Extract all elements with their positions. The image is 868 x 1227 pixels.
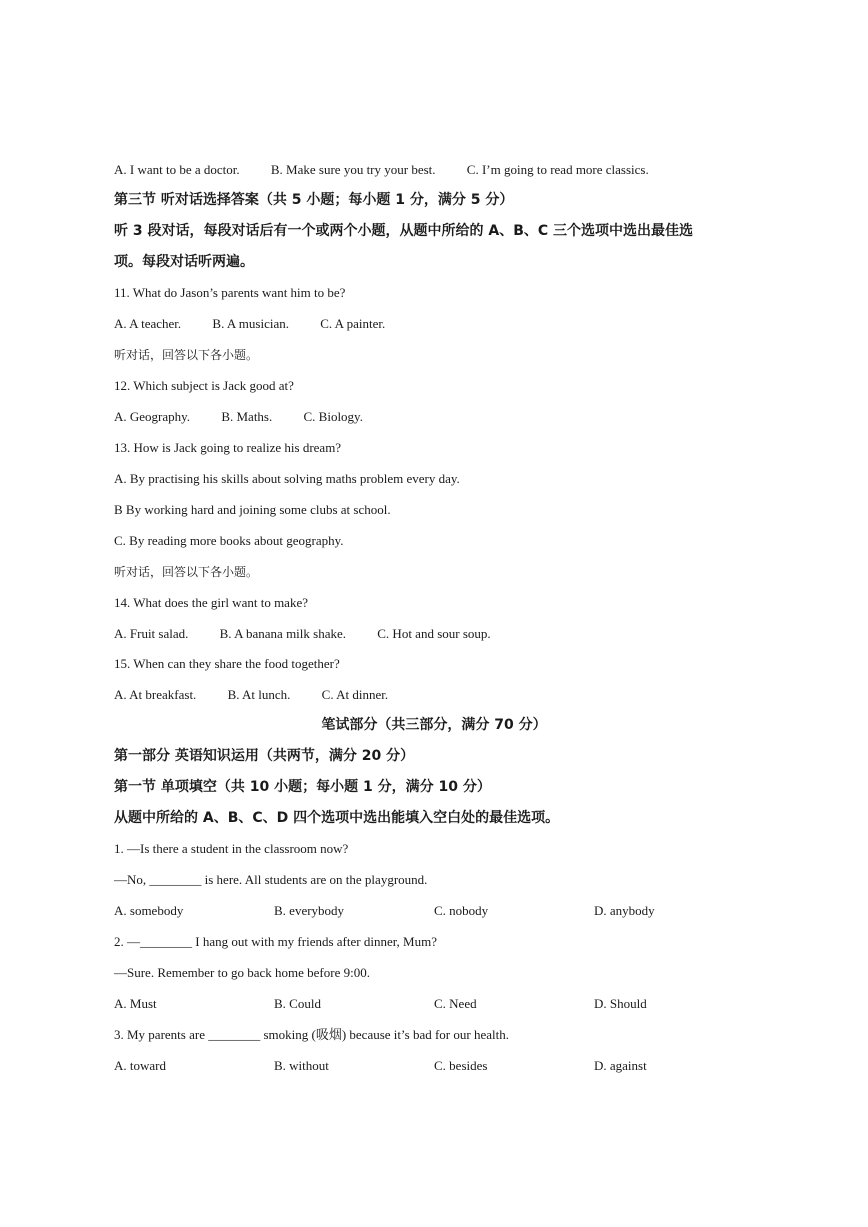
w1-options xyxy=(114,902,754,920)
w3-option-b: B. without xyxy=(274,1058,329,1073)
q10-option-a: A. I want to be a doctor. xyxy=(114,162,240,177)
section1-heading: 第一节 单项填空（共 10 小题；每小题 1 分，满分 10 分） xyxy=(114,779,491,795)
q10-options xyxy=(114,161,677,179)
section1-instruction: 从题中所给的 A、B、C、D 四个选项中选出能填入空白处的最佳选项。 xyxy=(114,810,560,826)
q12-option-a: A. Geography. xyxy=(114,409,191,424)
listen-note-2: 听对话，回答以下各小题。 xyxy=(114,565,259,579)
q15-option-a: A. At breakfast. xyxy=(114,687,197,702)
w1-line2: —No, ________ is here. All students are on the playground. xyxy=(114,872,428,887)
w3-option-a: A. toward xyxy=(114,1058,166,1073)
w1-option-a: A. somebody xyxy=(114,903,184,918)
q11-options xyxy=(114,315,413,333)
q13-option-a: A. By practising his skills about solving maths problem every day. xyxy=(114,471,460,486)
q12-option-b: B. Maths. xyxy=(221,409,273,424)
w3-line1: 3. My parents are ________ smoking (吸烟) because it’s bad for our health. xyxy=(114,1027,509,1042)
q13-option-c: C. By reading more books about geography. xyxy=(114,533,344,548)
q15-question: 15. When can they share the food together? xyxy=(114,656,340,671)
q14-options xyxy=(114,625,519,643)
section3-instruction-1: 听 3 段对话，每段对话后有一个或两个小题，从题中所给的 A、B、C 三个选项中选出最佳选 xyxy=(114,223,694,239)
q11-question: 11. What do Jason’s parents want him to be? xyxy=(114,285,346,300)
q12-question: 12. Which subject is Jack good at? xyxy=(114,378,294,393)
q15-option-c: C. At dinner. xyxy=(321,687,389,702)
section3-heading: 第三节 听对话选择答案（共 5 小题；每小题 1 分，满分 5 分） xyxy=(114,192,514,208)
q11-option-b: B. A musician. xyxy=(212,316,289,331)
q12-option-c: C. Biology. xyxy=(303,409,363,424)
w2-line2: —Sure. Remember to go back home before 9:00. xyxy=(114,965,370,980)
q14-option-b: B. A banana milk shake. xyxy=(219,626,347,641)
q14-option-c: C. Hot and sour soup. xyxy=(377,626,491,641)
q11-option-c: C. A painter. xyxy=(320,316,386,331)
q13-option-b: B By working hard and joining some clubs at school. xyxy=(114,502,391,517)
w2-option-a: A. Must xyxy=(114,996,157,1011)
q15-option-b: B. At lunch. xyxy=(227,687,291,702)
w2-option-c: C. Need xyxy=(434,996,477,1011)
q12-options xyxy=(114,408,391,426)
q10-option-c: C. I’m going to read more classics. xyxy=(466,162,649,177)
w2-option-b: B. Could xyxy=(274,996,321,1011)
written-title: 笔试部分（共三部分，满分 70 分） xyxy=(321,717,547,733)
w3-option-d: D. against xyxy=(594,1058,647,1073)
w2-option-d: D. Should xyxy=(594,996,647,1011)
w1-option-c: C. nobody xyxy=(434,903,489,918)
w3-option-c: C. besides xyxy=(434,1058,488,1073)
w3-options xyxy=(114,1057,754,1075)
w2-line1: 2. —________ I hang out with my friends after dinner, Mum? xyxy=(114,934,437,949)
q14-option-a: A. Fruit salad. xyxy=(114,626,189,641)
q10-option-b: B. Make sure you try your best. xyxy=(270,162,436,177)
w1-line1: 1. —Is there a student in the classroom now? xyxy=(114,841,349,856)
listen-note-1: 听对话，回答以下各小题。 xyxy=(114,348,259,362)
section3-instruction-2: 项。每段对话听两遍。 xyxy=(114,254,254,270)
w1-option-d: D. anybody xyxy=(594,903,655,918)
q11-option-a: A. A teacher. xyxy=(114,316,182,331)
w2-options xyxy=(114,995,754,1013)
q15-options xyxy=(114,686,416,704)
part1-heading: 第一部分 英语知识运用（共两节，满分 20 分） xyxy=(114,748,415,764)
w1-option-b: B. everybody xyxy=(274,903,345,918)
q13-question: 13. How is Jack going to realize his dream? xyxy=(114,440,342,455)
q14-question: 14. What does the girl want to make? xyxy=(114,595,308,610)
